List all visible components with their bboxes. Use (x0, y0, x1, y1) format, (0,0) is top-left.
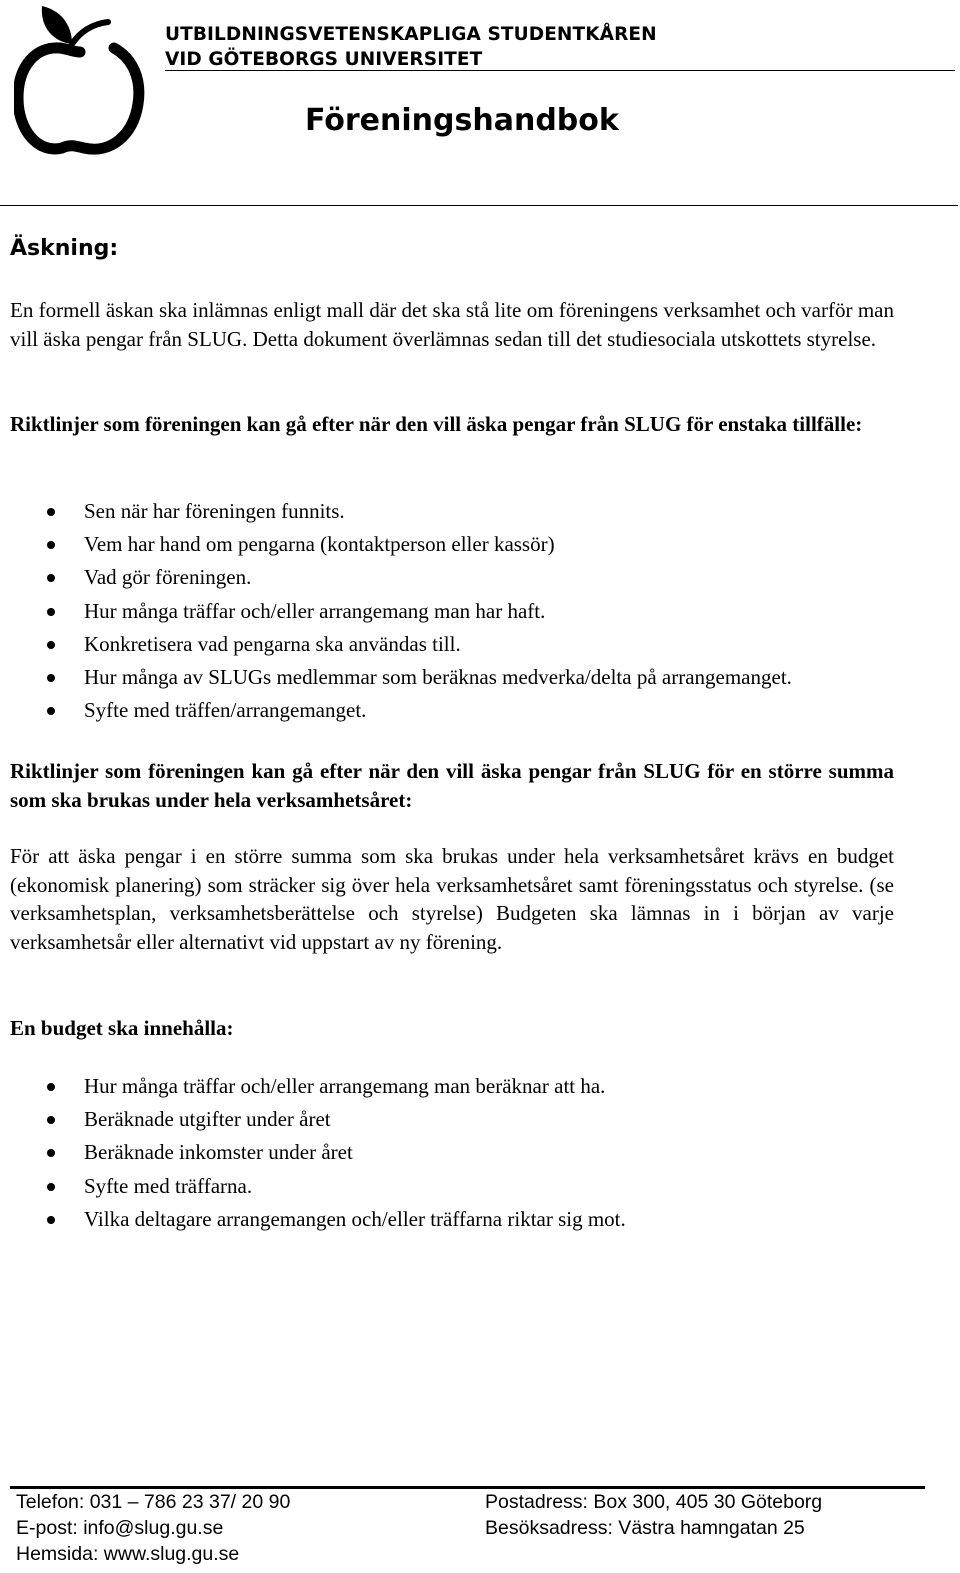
annual-budget-paragraph: För att äska pengar i en större summa som ska brukas under hela verksamhetsåret krävs en budget (ekonomisk planering) som sträcker sig över hela verksamhetsåret samt föreningsstatus och styrelse. (se verksamhetsplan, verksamhetsberättelse och styrelse) Budgeten ska lämnas in i början av varje verksamhetsår eller alternativt vid uppstart av ny förening. (10, 844, 894, 954)
list-item: Vilka deltagare arrangemangen och/eller träffarna riktar sig mot. (0, 1203, 626, 1236)
list-item: Sen när har föreningen funnits. (0, 495, 792, 528)
budget-heading: En budget ska innehålla: (10, 1016, 234, 1040)
footer-contact (16, 1489, 290, 1567)
list-item: Syfte med träffen/arrangemanget. (0, 694, 792, 727)
header-divider (165, 70, 955, 71)
bullet-icon (47, 1116, 55, 1124)
list-item: Vad gör föreningen. (0, 561, 792, 594)
bullet-icon (47, 1183, 55, 1191)
guideline-heading-single: Riktlinjer som föreningen kan gå efter när den vill äska pengar från SLUG för enstaka tillfälle: (10, 412, 863, 436)
list-item: Vem har hand om pengarna (kontaktperson eller kassör) (0, 528, 792, 561)
footer-phone: Telefon: 031 – 786 23 37/ 20 90 (16, 1491, 291, 1513)
bullet-icon (47, 674, 55, 682)
bullet-icon (47, 641, 55, 649)
list-item: Hur många träffar och/eller arrangemang man beräknar att ha. (0, 1070, 626, 1103)
apple-logo-icon (14, 2, 148, 158)
section-title: Äskning: (10, 236, 119, 261)
bullet-icon (47, 608, 55, 616)
list-item: Konkretisera vad pengarna ska användas till. (0, 628, 792, 661)
list-item: Syfte med träffarna. (0, 1170, 626, 1203)
page-divider (0, 205, 958, 206)
footer-address (485, 1489, 822, 1541)
footer-visiting-address: Besöksadress: Västra hamngatan 25 (485, 1517, 805, 1539)
list-item: Hur många träffar och/eller arrangemang man har haft. (0, 595, 792, 628)
footer-postal-address: Postadress: Box 300, 405 30 Göteborg (485, 1491, 823, 1513)
guideline-heading-annual: Riktlinjer som föreningen kan gå efter när den vill äska pengar från SLUG för en större summa som ska brukas under hela verksamhetsåret: (10, 759, 894, 812)
bullet-icon (47, 1083, 55, 1091)
footer-email: E-post: info@slug.gu.se (16, 1517, 224, 1539)
list-item: Beräknade utgifter under året (0, 1103, 626, 1136)
bullet-icon (47, 707, 55, 715)
list-item: Beräknade inkomster under året (0, 1136, 626, 1169)
footer-website: Hemsida: www.slug.gu.se (16, 1543, 240, 1565)
intro-paragraph: En formell äskan ska inlämnas enligt mall där det ska stå lite om föreningens verksamhet och varför man vill äska pengar från SLUG. Detta dokument överlämnas sedan till det studiesociala utskottets styrelse. (10, 298, 894, 351)
bullet-icon (47, 1149, 55, 1157)
bullet-icon (47, 508, 55, 516)
organization-line-1: UTBILDNINGSVETENSKAPLIGA STUDENTKÅREN (165, 24, 657, 45)
document-title: Föreningshandbok (305, 103, 619, 138)
bullet-icon (47, 574, 55, 582)
list-item: Hur många av SLUGs medlemmar som beräknas medverka/delta på arrangemanget. (0, 661, 792, 694)
bullet-icon (47, 1216, 55, 1224)
budget-list (0, 1070, 626, 1236)
organization-line-2: VID GÖTEBORGS UNIVERSITET (165, 49, 483, 70)
organization-name (165, 22, 657, 72)
guideline-list-single (0, 495, 792, 727)
bullet-icon (47, 541, 55, 549)
